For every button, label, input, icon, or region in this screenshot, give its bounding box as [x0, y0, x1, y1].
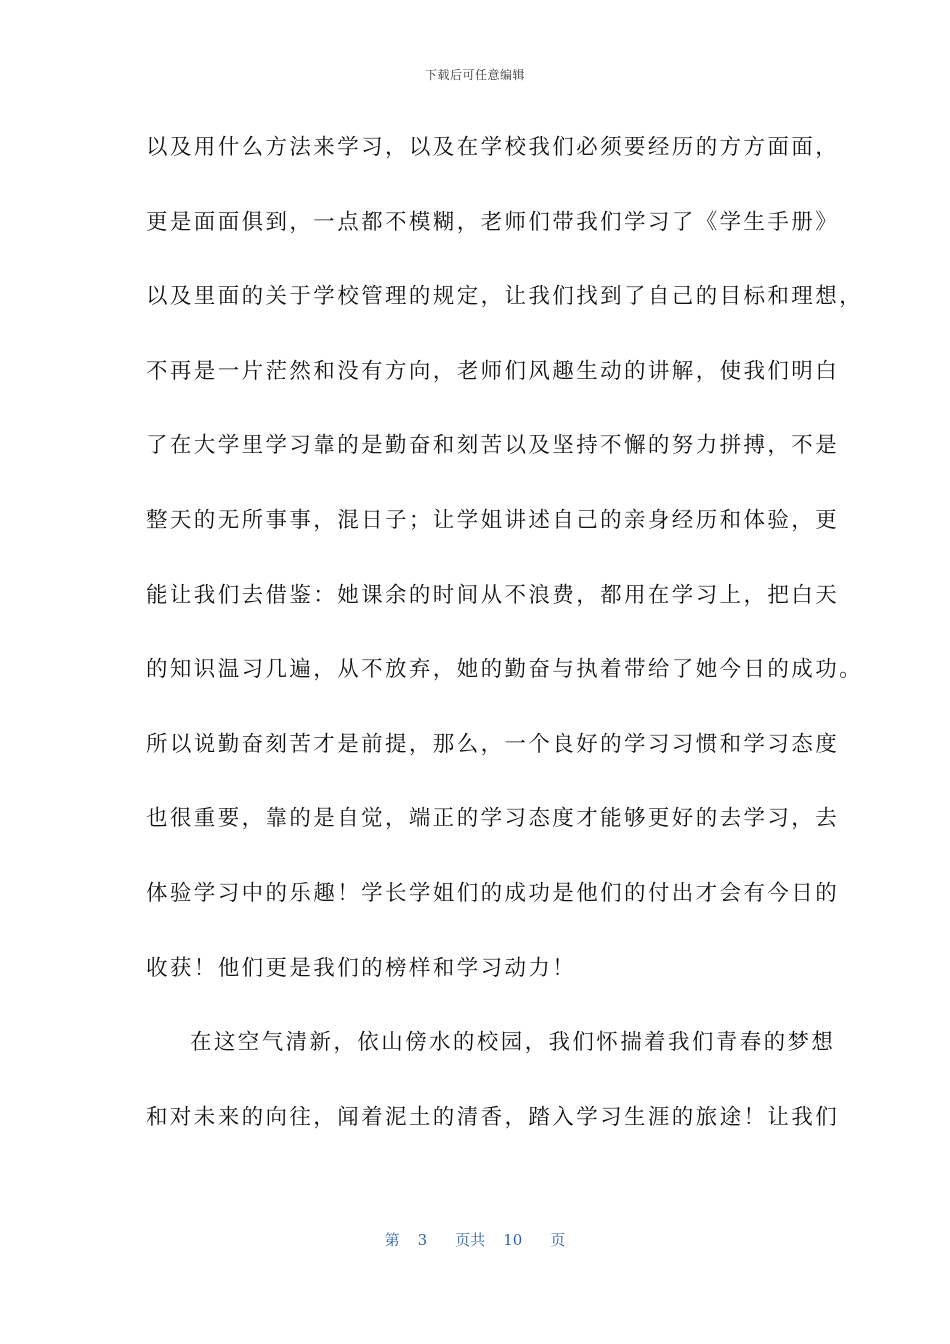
text-line: 以及用什么方法来学习，以及在学校我们必须要经历的方方面面，: [146, 135, 840, 160]
footer-page-suffix: 页: [550, 1231, 566, 1249]
text-line: 了在大学里学习靠的是勤奋和刻苦以及坚持不懈的努力拼搏，不是: [146, 433, 840, 459]
text-line: 更是面面俱到，一点都不模糊，老师们带我们学习了《学生手册》: [146, 209, 840, 235]
text-line: 和对未来的向往，闻着泥土的清香，踏入学习生涯的旅途！让我们: [146, 1104, 840, 1130]
text-line: 以及里面的关于学校管理的规定，让我们找到了自己的目标和理想，: [146, 284, 864, 310]
text-line: 收获！他们更是我们的榜样和学习动力！: [146, 955, 577, 981]
footer-total-label: 页共: [455, 1231, 486, 1249]
text-line: 的知识温习几遍，从不放弃，她的勤奋与执着带给了她今日的成功。: [146, 657, 864, 683]
footer-current-page: 3: [417, 1231, 428, 1249]
footer-total-pages: 10: [503, 1231, 523, 1249]
text-line: 体验学习中的乐趣！学长学姐们的成功是他们的付出才会有今日的: [146, 880, 840, 906]
footer-page-label: 第: [384, 1231, 400, 1249]
text-line: 能让我们去借鉴：她课余的时间从不浪费，都用在学习上，把白天: [146, 582, 840, 608]
text-line: 整天的无所事事，混日子；让学姐讲述自己的亲身经历和体验，更: [146, 507, 840, 533]
text-line: 不再是一片茫然和没有方向，老师们风趣生动的讲解，使我们明白: [146, 358, 840, 384]
text-line: 所以说勤奋刻苦才是前提，那么，一个良好的学习习惯和学习态度: [146, 731, 840, 757]
body-text: [146, 128, 864, 1172]
page-footer: [0, 1229, 950, 1250]
text-line-indented: 在这空气清新，依山傍水的校园，我们怀揣着我们青春的梦想: [190, 1030, 836, 1056]
page-header: 下载后可任意编辑: [424, 68, 525, 82]
text-line: 也很重要，靠的是自觉，端正的学习态度才能够更好的去学习，去: [146, 806, 840, 832]
